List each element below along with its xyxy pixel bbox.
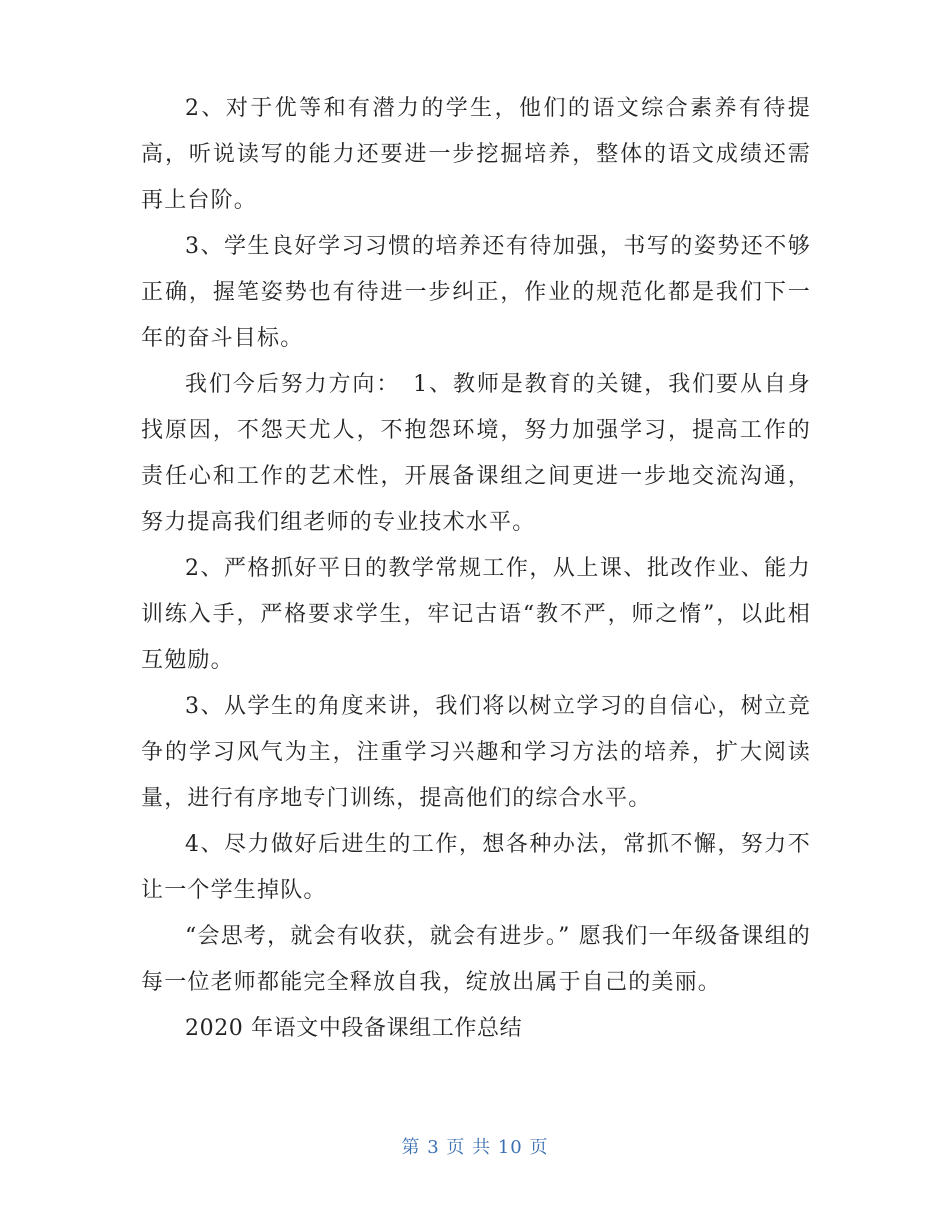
paragraph-future-direction: 我们今后努力方向： 1、教师是教育的关键，我们要从自身找原因，不怨天尤人，不抱怨环境，努力加强学习，提高工作的责任心和工作的艺术性，开展备课组之间更进一步地交流沟通，努力提高我们组老师的专业技术水平。 <box>141 372 811 535</box>
paragraph-teaching-routine: 2、严格抓好平日的教学常规工作，从上课、批改作业、能力训练入手，严格要求学生，牢记古语“教不严，师之惰”，以此相互勉励。 <box>141 556 811 673</box>
page-number-label: 第 3 页 共 10 页 <box>401 1137 549 1158</box>
page-footer <box>0 1133 950 1159</box>
section-title: 2020 年语文中段备课组工作总结 <box>185 1016 523 1041</box>
paragraph-3-study-habits: 3、学生良好学习习惯的培养还有待加强，书写的姿势还不够正确，握笔姿势也有待进一步纠正，作业的规范化都是我们下一年的奋斗目标。 <box>141 234 811 351</box>
document-body <box>141 86 811 1052</box>
paragraph-student-confidence: 3、从学生的角度来讲，我们将以树立学习的自信心，树立竞争的学习风气为主，注重学习兴趣和学习方法的培养，扩大阅读量，进行有序地专门训练，提高他们的综合水平。 <box>141 694 811 811</box>
paragraph-closing-quote: “会思考，就会有收获，就会有进步。” 愿我们一年级备课组的每一位老师都能完全释放自我，绽放出属于自己的美丽。 <box>141 924 811 995</box>
paragraph-2-students-quality: 2、对于优等和有潜力的学生，他们的语文综合素养有待提高，听说读写的能力还要进一步挖掘培养，整体的语文成绩还需再上台阶。 <box>141 96 811 213</box>
paragraph-lagging-students: 4、尽力做好后进生的工作，想各种办法，常抓不懈，努力不让一个学生掉队。 <box>141 832 811 903</box>
